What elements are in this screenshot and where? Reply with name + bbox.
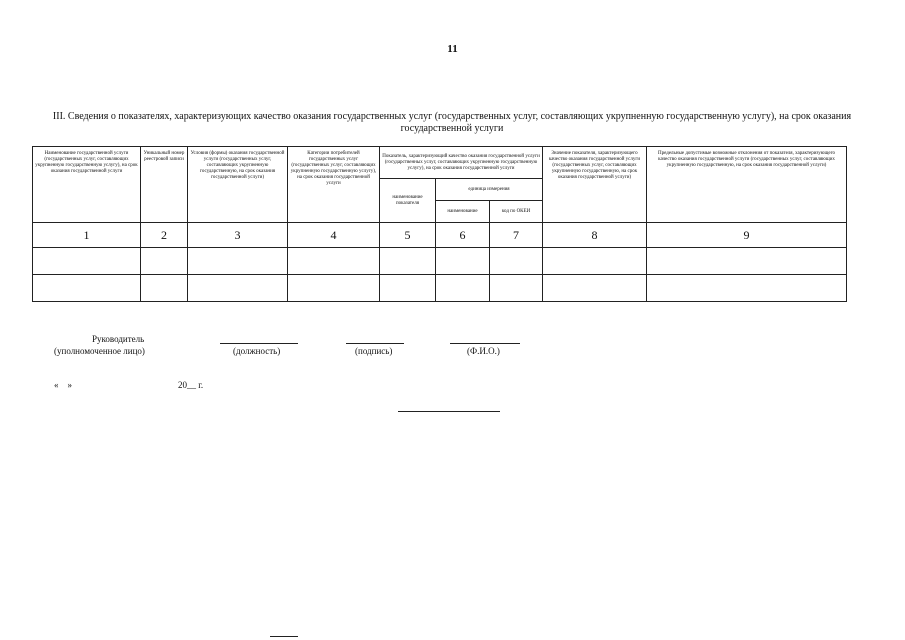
position-line (220, 343, 298, 344)
table-cell (33, 275, 141, 302)
table-cell (141, 248, 188, 275)
table-cell (288, 248, 380, 275)
header-indicator-group: Показатель, характеризующий качество оказания государственной услуги (государственных услуг, составляющих укрупненную государственную услугу), на срок оказания государственной услуги (380, 147, 543, 179)
signature-label: (подпись) (355, 346, 393, 356)
signature-line (346, 343, 404, 344)
quality-indicators-table (32, 146, 847, 302)
header-unit-name: наименование (436, 201, 490, 223)
table-cell (647, 248, 847, 275)
table-row (33, 248, 847, 275)
table-cell (490, 275, 543, 302)
table-cell (490, 248, 543, 275)
table-cell (436, 275, 490, 302)
header-service-conditions: Условия (формы) оказания государственной услуги (государственных услуг, составляющих укрупненную государственную, на срок оказания государственной услуги) (188, 147, 288, 223)
header-consumer-categories: Категории потребителей государственных услуг (государственных услуг, составляющих укрупненную государственную услугу), на срок оказания государственной услуги (288, 147, 380, 223)
page-number: 11 (447, 43, 458, 55)
header-service-name: Наименование государственной услуги (государственных услуг, составляющих укрупненную государственную услугу), на срок оказания государственной услуги (33, 147, 141, 223)
column-number: 8 (543, 223, 647, 248)
column-number: 2 (141, 223, 188, 248)
header-allowed-deviations: Предельные допустимые возможные отклонения от показателя, характеризующего качество оказания государственной услуги (государственных услуг, составляющих укрупненную государственную, на срок оказания государственной услуги) (647, 147, 847, 223)
table-cell (436, 248, 490, 275)
table-cell (380, 275, 436, 302)
table-cell (33, 248, 141, 275)
header-indicator-value: Значение показателя, характеризующего качество оказания государственной услуги (государственных услуг, составляющих укрупненную государственную, на срок оказания государственной услуги) (543, 147, 647, 223)
footer-line (270, 636, 298, 637)
column-number: 3 (188, 223, 288, 248)
table-cell (647, 275, 847, 302)
column-number: 1 (33, 223, 141, 248)
column-number: 9 (647, 223, 847, 248)
date-year: 20__ г. (178, 380, 204, 390)
table-cell (188, 275, 288, 302)
column-number: 5 (380, 223, 436, 248)
fio-label: (Ф.И.О.) (467, 346, 500, 356)
date-quotes: « » (54, 380, 72, 390)
table-cell (543, 275, 647, 302)
column-numbers-row (33, 223, 847, 248)
header-indicator-name: наименование показателя (380, 179, 436, 223)
table-cell (188, 248, 288, 275)
position-label: (должность) (233, 346, 281, 356)
header-registry-number: Уникальный номер реестровой записи (141, 147, 188, 223)
column-number: 7 (490, 223, 543, 248)
table-row (33, 275, 847, 302)
head-label: Руководитель (92, 334, 145, 344)
table-cell (380, 248, 436, 275)
fio-line (450, 343, 520, 344)
table-cell (141, 275, 188, 302)
bottom-line (398, 411, 500, 412)
table-cell (543, 248, 647, 275)
section-title: III. Сведения о показателях, характеризующих качество оказания государственных услуг (государственных услуг, составляющих укрупненную государственную услугу), на срок оказания государственной услуги (52, 111, 852, 134)
column-number: 4 (288, 223, 380, 248)
header-unit-group: единица измерения (436, 179, 543, 201)
authorized-person-label: (уполномоченное лицо) (54, 346, 145, 356)
column-number: 6 (436, 223, 490, 248)
table-cell (288, 275, 380, 302)
header-okei-code: код по ОКЕИ (490, 201, 543, 223)
